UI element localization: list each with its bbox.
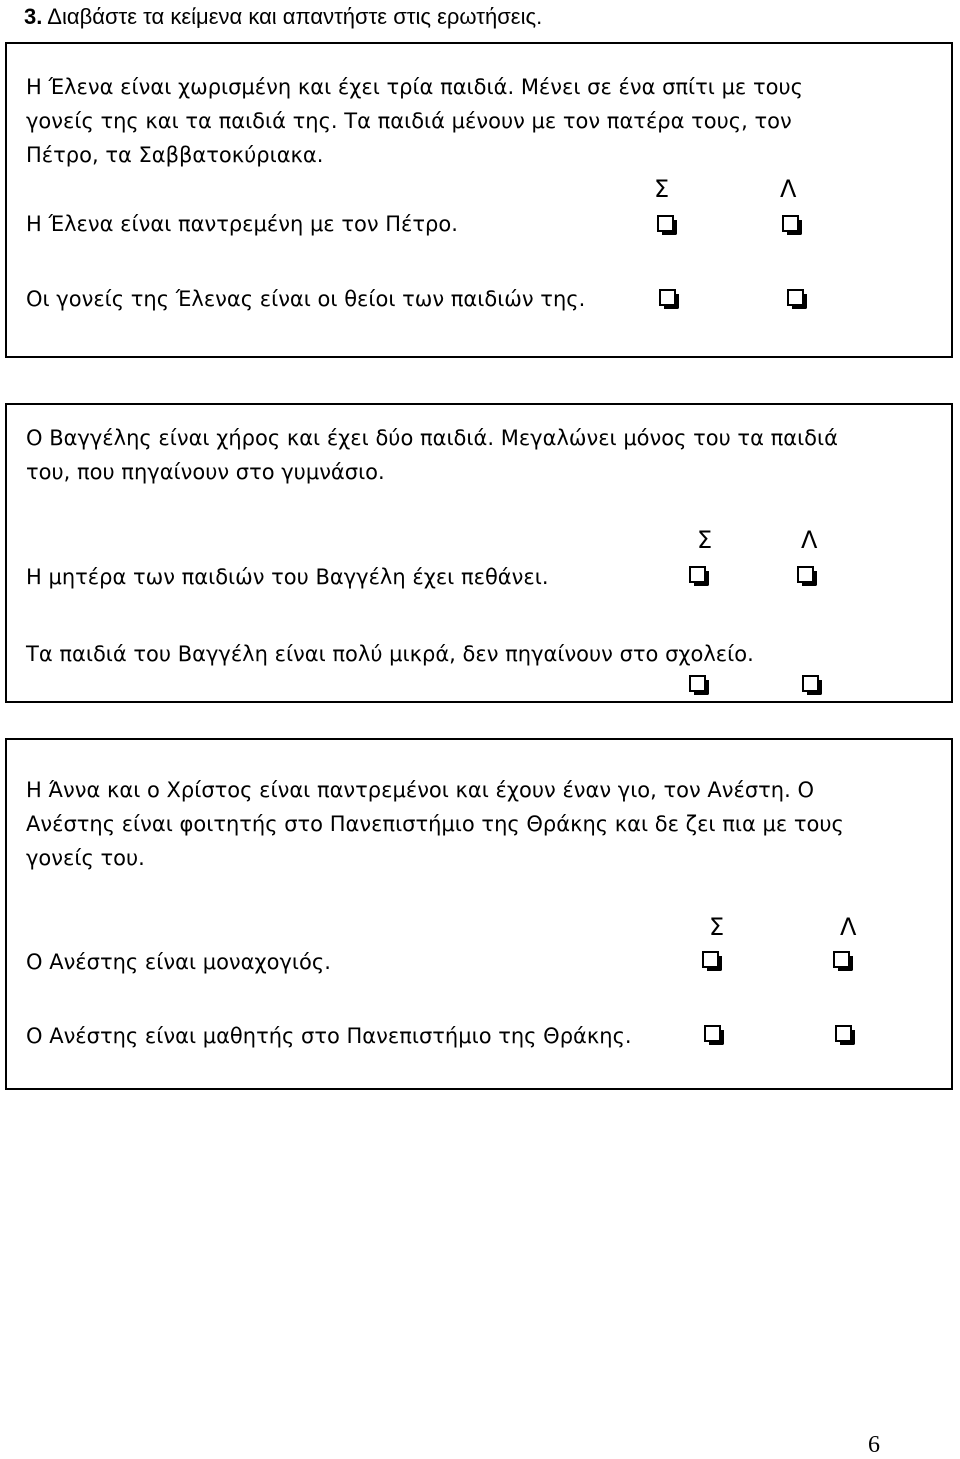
false-checkbox[interactable] bbox=[797, 566, 814, 583]
statement: Τα παιδιά του Βαγγέλη είναι πολύ μικρά, δεν πηγαίνουν στο σχολείο. bbox=[26, 642, 754, 666]
true-column-label: Σ bbox=[709, 913, 725, 941]
false-checkbox[interactable] bbox=[782, 215, 799, 232]
text-box-3 bbox=[5, 738, 953, 1090]
false-checkbox[interactable] bbox=[802, 675, 819, 692]
page-number: 6 bbox=[868, 1432, 880, 1458]
false-checkbox[interactable] bbox=[835, 1025, 852, 1042]
passage-line: του, που πηγαίνουν στο γυμνάσιο. bbox=[26, 460, 385, 484]
false-column-label: Λ bbox=[840, 913, 857, 941]
true-checkbox[interactable] bbox=[657, 215, 674, 232]
passage-line: Ο Βαγγέλης είναι χήρος και έχει δύο παιδιά. Μεγαλώνει μόνος του τα παιδιά bbox=[26, 426, 838, 450]
text-box-2 bbox=[5, 403, 953, 703]
passage-line: γονείς της και τα παιδιά της. Τα παιδιά μένουν με τον πατέρα τους, τον bbox=[26, 109, 792, 133]
statement: Ο Ανέστης είναι μοναχογιός. bbox=[26, 950, 331, 974]
statement: Οι γονείς της Έλενας είναι οι θείοι των παιδιών της. bbox=[26, 287, 586, 311]
true-checkbox[interactable] bbox=[702, 951, 719, 968]
true-checkbox[interactable] bbox=[704, 1025, 721, 1042]
text-box-1 bbox=[5, 42, 953, 358]
statement: Η Έλενα είναι παντρεμένη με τον Πέτρο. bbox=[26, 212, 458, 236]
passage-line: Ανέστης είναι φοιτητής στο Πανεπιστήμιο της Θράκης και δε ζει πια με τους bbox=[26, 812, 844, 836]
passage-line: Πέτρο, τα Σαββατοκύριακα. bbox=[26, 143, 324, 167]
passage-line: Η Άννα και ο Χρίστος είναι παντρεμένοι και έχουν έναν γιο, τον Ανέστη. Ο bbox=[26, 778, 814, 802]
false-column-label: Λ bbox=[780, 175, 797, 203]
false-checkbox[interactable] bbox=[833, 951, 850, 968]
exercise-heading bbox=[24, 2, 542, 32]
true-column-label: Σ bbox=[654, 175, 670, 203]
passage-line: Η Έλενα είναι χωρισμένη και έχει τρία παιδιά. Μένει σε ένα σπίτι με τους bbox=[26, 75, 803, 99]
statement: Ο Ανέστης είναι μαθητής στο Πανεπιστήμιο της Θράκης. bbox=[26, 1024, 632, 1048]
exercise-instruction: Διαβάστε τα κείμενα και απαντήστε στις ερωτήσεις. bbox=[47, 4, 543, 29]
true-checkbox[interactable] bbox=[689, 566, 706, 583]
exercise-number: 3. bbox=[24, 4, 43, 29]
true-column-label: Σ bbox=[697, 526, 713, 554]
true-checkbox[interactable] bbox=[659, 289, 676, 306]
false-checkbox[interactable] bbox=[787, 289, 804, 306]
false-column-label: Λ bbox=[801, 526, 818, 554]
true-checkbox[interactable] bbox=[689, 675, 706, 692]
passage-line: γονείς του. bbox=[26, 846, 145, 870]
statement: Η μητέρα των παιδιών του Βαγγέλη έχει πεθάνει. bbox=[26, 565, 549, 589]
